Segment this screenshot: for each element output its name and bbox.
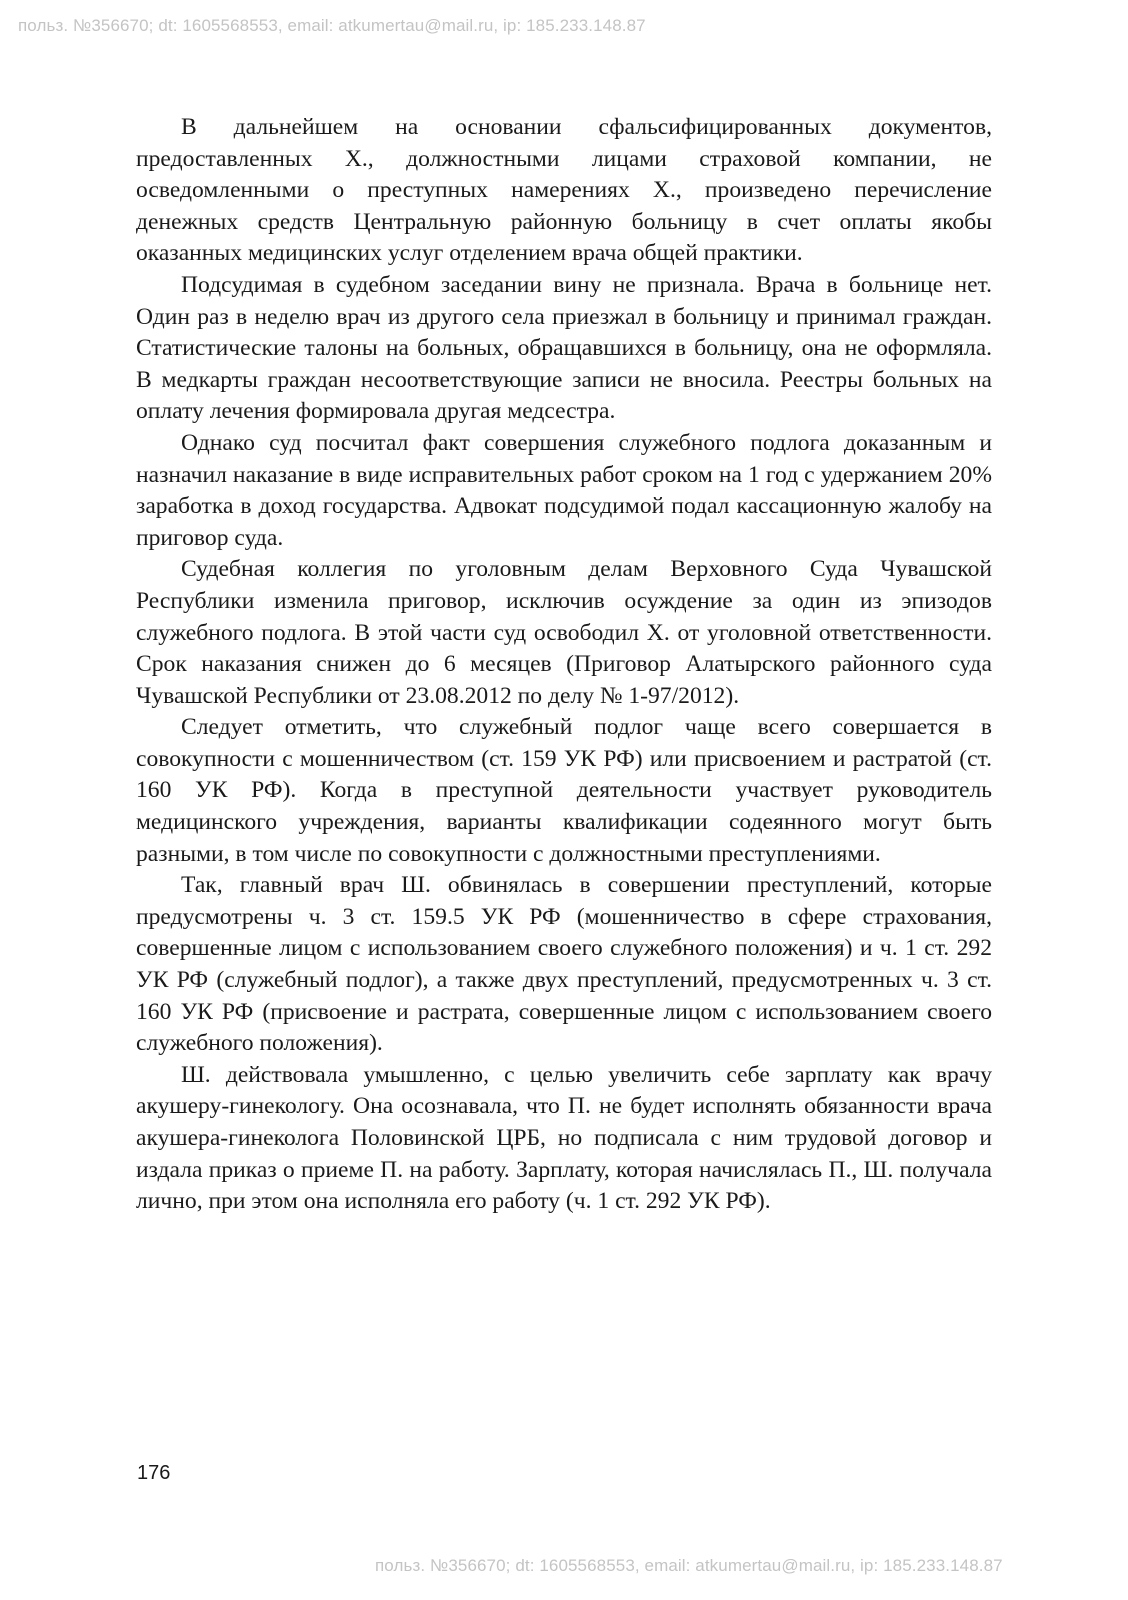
page-body: [136, 112, 992, 1218]
page-number: 176: [137, 1462, 171, 1484]
paragraph-3: Однако суд посчитал факт совершения служебного подлога доказанным и назначил наказание в виде исправительных работ сроком на 1 год с удержанием 20% заработка в доход государства. Адвокат подсудимой подал кассационную жалобу на приговор суда.: [136, 429, 992, 551]
paragraph-2: Подсудимая в судебном заседании вину не признала. Врача в больнице нет. Один раз в неделю врач из другого села приезжал в больницу и принимал граждан. Статистические талоны на больных, обращавшихся в больницу, она не оформляла. В медкарты граждан несоответствующие записи не вносила. Реестры больных на оплату лечения формировала другая медсестра.: [136, 271, 992, 425]
watermark-bottom: польз. №356670; dt: 1605568553, email: atkumertau@mail.ru, ip: 185.233.148.87: [375, 1556, 1003, 1575]
paragraph-4: Судебная коллегия по уголовным делам Верховного Суда Чувашской Республики изменила приговор, исключив осуждение за один из эпизодов служебного подлога. В этой части суд освободил Х. от уголовной ответственности. Срок наказания снижен до 6 месяцев (Приговор Алатырского районного суда Чувашской Республики от 23.08.2012 по делу № 1-97/2012).: [136, 556, 992, 709]
paragraph-7: Ш. действовала умышленно, с целью увеличить себе зарплату как врачу акушеру-гинекологу. Она осознавала, что П. не будет исполнять обязанности врача акушера-гинеколога Половинской ЦРБ, но подписала с ним трудовой договор и издала приказ о приеме П. на работу. Зарплату, которая начислялась П., Ш. получала лично, при этом она исполняла его работу (ч. 1 ст. 292 УК РФ).: [136, 1061, 992, 1215]
watermark-top: польз. №356670; dt: 1605568553, email: atkumertau@mail.ru, ip: 185.233.148.87: [18, 16, 646, 35]
paragraph-1: В дальнейшем на основании сфальсифицированных документов, предоставленных Х., должностными лицами страховой компании, не осведомленными о преступных намерениях Х., произведено перечисление денежных средств Центральную районную больницу в счет оплаты якобы оказанных медицинских услуг отделением врача общей практики.: [136, 114, 992, 267]
paragraph-5: Следует отметить, что служебный подлог чаще всего совершается в совокупности с мошенничеством (ст. 159 УК РФ) или присвоением и растратой (ст. 160 УК РФ). Когда в преступной деятельности участвует руководитель медицинского учреждения, варианты квалификации содеянного могут быть разными, в том числе по совокупности с должностными преступлениями.: [136, 714, 992, 867]
paragraph-6: Так, главный врач Ш. обвинялась в совершении преступлений, которые предусмотрены ч. 3 ст. 159.5 УК РФ (мошенничество в сфере страхования, совершенные лицом с использованием своего служебного положения) и ч. 1 ст. 292 УК РФ (служебный подлог), а также двух преступлений, предусмотренных ч. 3 ст. 160 УК РФ (присвоение и растрата, совершенные лицом с использованием своего служебного положения).: [136, 872, 992, 1057]
